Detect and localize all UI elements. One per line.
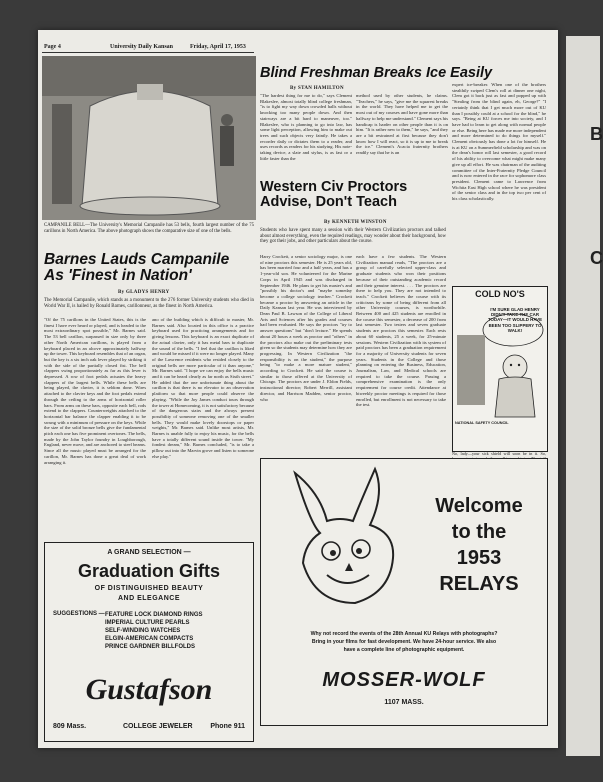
ad-title: Graduation Gifts: [77, 561, 220, 581]
ad-selection-line: A GRAND SELECTION —: [107, 549, 191, 556]
westciv-byline: By KENNETH WINSTON: [324, 220, 387, 225]
adjacent-headline-fragment: B: [590, 124, 603, 144]
relays-line-3: 1953: [456, 547, 502, 569]
ad-item: ELGIN-AMERICAN COMPACTS: [105, 636, 194, 642]
ad-role: COLLEGE JEWELER: [123, 723, 193, 730]
cold-nos-comic: [452, 286, 548, 452]
relays-line-4: RELAYS: [439, 573, 519, 595]
relays-welcome-block: [411, 493, 547, 597]
westciv-headline-line2: Advise, Don't Teach: [260, 194, 397, 211]
paper-name: University Daily Kansan: [110, 44, 174, 50]
campanile-byline: By GLADYS HENRY: [118, 290, 170, 295]
relays-address: 1107 MASS.: [384, 699, 424, 706]
issue-date: Friday, April 17, 1953: [190, 44, 246, 50]
ad-address: 809 Mass.: [53, 723, 87, 730]
campanile-lead: The Memorial Campanile, which stands as a monument to the 276 former University students who died in World War II, is hailed by Ronald Barnes, carillonneur, as the finest in North America.: [44, 298, 254, 309]
graduation-gifts-ad: [44, 542, 254, 742]
westciv-column-1: Harry Crockett, a senior sociology major, is one of nine proctors this semester. He is 25 years old, has been married four and a half years, and has a 1-year-old son. He volunteered for the Marine Corps in April 1945 and was discharged in September 1946. He plans to get his master's and "possibly his doctor's and "maybe someday become a college sociology teacher." Crockett became a proctor by answering an article in the Daily Kansan last year. He was interviewed by Dean Paul B. Lawson of the College of Liberal Arts and Sciences after his grades and courses had been evaluated. He says the proctors "try to answer questions" but "don't lecture." He spends about 20 hours a week as proctor and "others" in the proctors also make out the preliminary tests given so the students may determine how they are progressing. In Western Civilization "the responsibility is on the student," the purpose being "to make a more mature student," according to Crockett. He said the course is similar to those offered at the University of Chicago. The proctors are under J. Eldon Fields, instructional director; Robert Merrill, assistant director, and Harrison Madden, senior proctor, who: [260, 254, 352, 402]
ad-item: IMPERIAL CULTURE PEARLS: [105, 620, 190, 626]
comic-speech-bubble: I'M SURE GLAD HENRY DIDN'T TAKE THE CAR TODAY—IT WOULD HAVE BEEN TOO SLIPPERY TO WALK!: [487, 307, 543, 333]
campanile-headline: [44, 252, 258, 285]
ad-brand-logo: Gustafson: [85, 673, 213, 706]
freshman-column-2: method used by other students, he claims. "Teachers," he says, "give me the squarest breaks in the world. They have helped me to get the most out of my courses and have gone more than halfway to help me understand." Clement says his handicap is harder on other people than it is on him. "It is rather new to them," he says, "and they are a bit restrained at first because they don't know how I will react, so it is up to me to break the ice." Clement's Acacia fraternity brothers readily say that he is an: [356, 93, 448, 156]
ad-item: SELF-WINDING WATCHES: [105, 628, 181, 634]
westciv-headline-line1: Western Civ Proctors: [260, 179, 408, 195]
relays-copy-2: Bring in your films for fast development. We have 24-hour service. We also: [311, 639, 497, 645]
photo-caption: CAMPANILE BELL—The University's Memorial Campanile has 53 bells, fourth largest number of the 75 carillons in North America. The above photograph shows the comparative size of one of the bells.: [44, 223, 254, 234]
comic-caption: No, lady—your sick shield will soon be in it. So,: [452, 451, 546, 456]
westciv-lead: Students who have spent many a session with their Western Civilization proctors and talked about almost everything, even the required readings, may wonder about their background, how they got their jobs, and other particulars about the course.: [260, 228, 446, 245]
ad-item: FEATURE LOCK DIAMOND RINGS: [105, 612, 203, 618]
adjacent-page-strip: [566, 36, 603, 756]
bell-illustration: [42, 56, 256, 220]
relays-brand-logo: MOSSER-WOLF: [322, 669, 486, 691]
campanile-headline-line1: Barnes Lauds Campanile: [44, 251, 230, 268]
relays-line-2: to the: [451, 521, 507, 543]
ad-item-list: [105, 611, 203, 651]
adjacent-headline-fragment: C: [590, 248, 603, 268]
ad-item: PRINCE GARDNER BILLFOLDS: [105, 644, 195, 650]
campanile-column-2: ano of the building which is difficult to master, Mr. Barnes said. Also located in this office is a practice keyboard used for practicing arrangements and for giving lessons. This keyboard is an exact duplicate of the actual clavier, only it has metal bars to duplicate the sound of the bells. "I feel that the carillon is liked and would be missed if it were no longer played. Many of the Lawrence residents who resided closely to the original bells are more particular of it than anyone," Mr. Barnes said. "I hope we can enjoy the bells music and it can be heard clearly as far north as Sixth street." He added that the one unfortunate thing about the carillon is that there is no elevator to an observation platform so that more people could observe the playing. "While the Joy James conduct tours through the tower at Homecoming, it is not satisfactory because of the dangerous stairs and the always present possibility of someone removing one of the smaller bells. They would make lovely doorstops or paper weights," Mr. Barnes said. Unlike most artists, Mr. Barnes is unable fully to enjoy his music, for the bells have a totally different sound inside the tower. "My fondest dream," Mr. Barnes concluded, "is to take a pillow out into the Marvin grove and listen to someone else play.": [152, 317, 254, 459]
masthead-rule: [42, 52, 254, 53]
relays-ad: [260, 458, 548, 726]
newspaper-page: [38, 30, 558, 748]
campanile-column-1: "Of the 75 carillons in the United States, this is the finest I have ever heard or played, and is headed to the most extraordinary spot possible," Mr. Barnes said. The 53 bell carillon, surpassed in size only by three other North American carillons, is played from a keyboard placed in an alcove approximately halfway up the tower. This keyboard resembles that of an organ, but the key is a six inch oak lever played by striking it with the side of the partially closed fist. The bell clappers swing proportionately as far as this lever is depressed. A row of foot pedals actuates the heavy clappers of the largest bells. While these bells are being played, the clavier, it is seldom done. Wires attached to the clavier keys and the foot pedals extend through the ceiling to the arms of horizontal roller bars. From arms on these bars, opposite each bell, rods extend to the clappers. Counterweights attached to the horizontal bar balance the clapper enabling it to be swung with a minimum of pressure on the keys. While the size of the solid bronze bells give the fundamental pitch each one has five prominent overtones. The bells, made by the John Taylor foundry in Loughborough, England, never move, and are anchored to steel beams. Since all the music played must be arranged for the carillon, Mr. Barnes has done a great deal of work arranging it.: [44, 317, 147, 465]
relays-copy-3: have a complete line of photographic equipment.: [343, 647, 465, 653]
westciv-headline: [260, 180, 450, 210]
comic-title: COLD NO'S: [475, 289, 525, 299]
campanile-headline-line2: As 'Finest in Nation': [44, 267, 192, 285]
relays-line-1: Welcome: [435, 495, 523, 517]
relays-copy-1: Why not record the events of the 28th Annual KU Relays with photographs?: [310, 631, 498, 637]
freshman-column-1: "The hardest thing for me to do," says Clement Blakeslee, almost totally blind college freshman, "is to fight my way down crowded halls without knocking too many people down. And then stairways are a bit hard to maneuver, too." Blakeslee, who is planning to go into law, has some light perception, allowing him to make out trees and such objects very faintly. He takes a recorder daily or dictates them to a reader, and uses records as readers for his studying. His note-taking device, a slate and stylus, is as fast or a little faster than the: [260, 93, 352, 161]
ad-suggestions-label: SUGGESTIONS —: [53, 611, 105, 617]
campanile-bell-photo: [42, 56, 256, 220]
freshman-byline: By STAN HAMILTON: [290, 86, 344, 91]
ad-subtitle: OF DISTINGUISHED BEAUTY: [94, 585, 204, 592]
freshman-column-3: expert ice-breaker. When one of the brothers stealthily swiped Clem's roll at dinner one night, Clem got it back just as fast and popped up with "Stealing from the blind again, eh, George?" "I certainly think that I get much more out of KU than I possibly could at a school for the blind," he says. "Being at KU forces me into society, and I have had to learn to get along with normal people or else. Being here has made me more independent and more determined to do things for myself." Clement obviously has done a lot for himself. He is at KU on a Summerfield scholarship and was on the dean's honor roll last semester, a good record of his ability to overcome what might make many give up all effort. He was chairman of the auditing committee of the Inter-Fraternity Pledge Council and is now entered in the race for sophomore class president. Clement came to Lawrence from Wichita East High school where he was president of the senior class and in the top two per cent of his class scholastically.: [452, 82, 546, 202]
freshman-headline: Blind Freshman Breaks Ice Easily: [260, 65, 493, 81]
ad-subtitle-2: AND ELEGANCE: [117, 595, 180, 602]
jayhawk-rabbit-drawing: [265, 463, 405, 613]
westciv-column-2: each have a few students. The Western Civilization manual reads, "The proctors are a group of carefully selected upper-class and graduate students who won their positions because of their outstanding academic record and their genuine interest. . . . The proctors are there to help you. They are not intended to teach." Crockett believes the course with its criticisms by some of being different from all other University courses, is worthwhile. Between 400 and 425 students are enrolled in the course this semester, a decrease of 200 from last semester. Two testers and seven graduate students are proctors this semester. Each rests about 60 students, 25 a week, for 25-minute sessions. Western Civilization with its system of paid proctors has been a graduation requirement for a majority of University students for seven years. Students in the College and those planning on entering the Business, Education, Journalism, Law, and Medical schools are required to take the course. Passing a comprehensive examination is the only requirement for course credit. Attendance at biweekly proctor meetings is required for those enrolled, but enrollment is not necessary to take the test.: [356, 254, 446, 408]
comic-drawing: [453, 305, 547, 425]
page-number: Page 4: [44, 44, 61, 50]
ad-phone: Phone 911: [210, 723, 245, 730]
comic-credit: NATIONAL SAFETY COUNCIL: [455, 421, 509, 425]
